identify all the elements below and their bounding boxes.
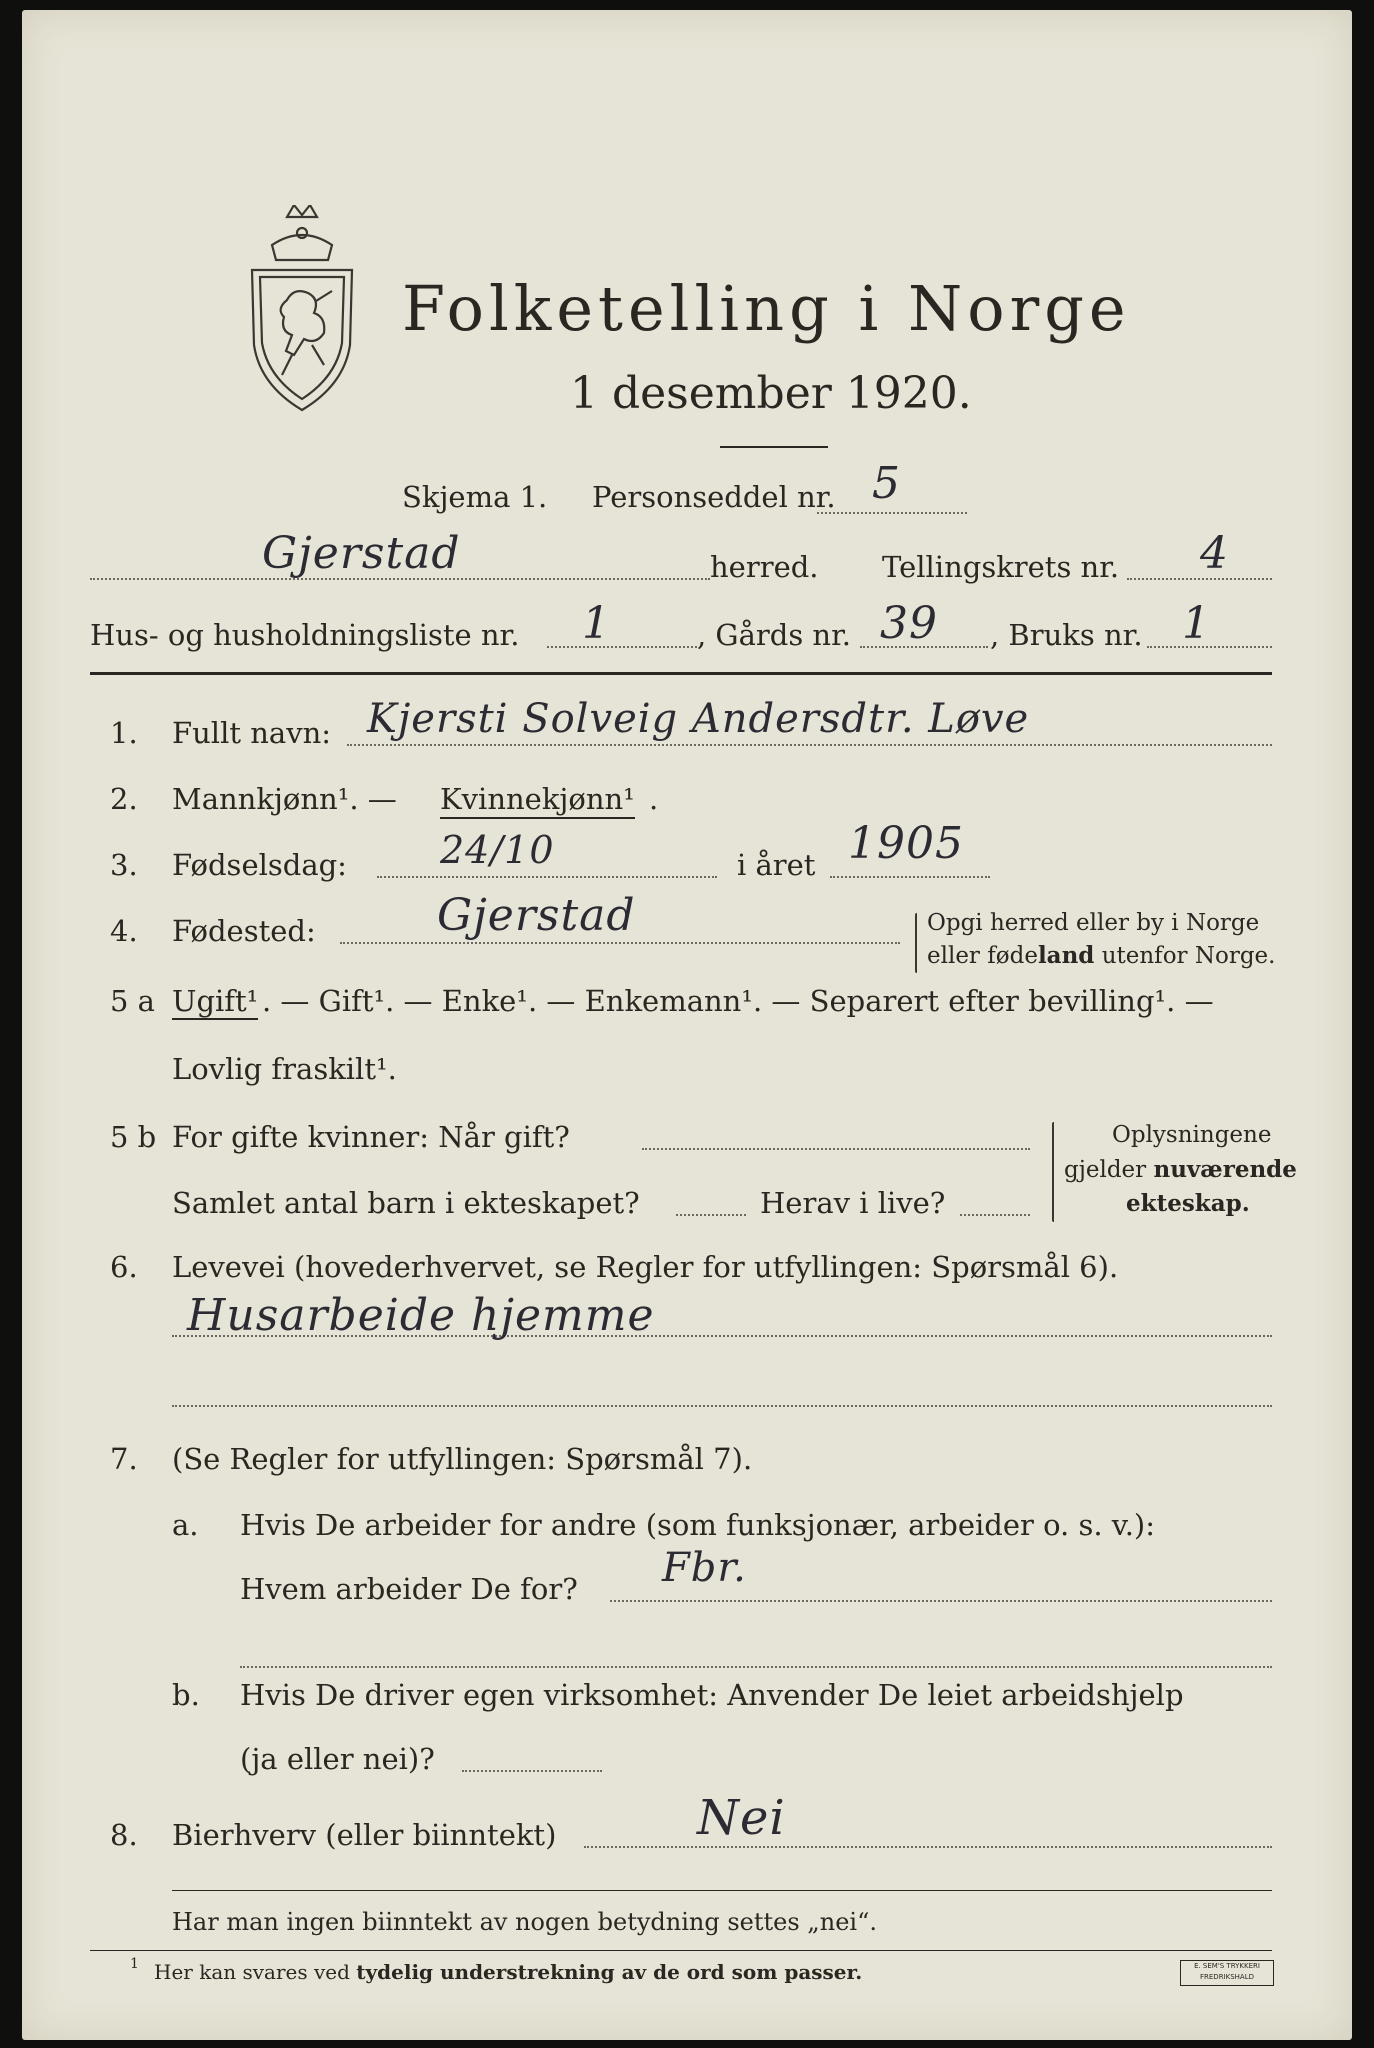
q7b-question: Hvis De driver egen virksomhet: Anvender De leiet arbeidshjelp [240,1678,1184,1712]
unmarried-option-underlined[interactable]: Ugift¹ [172,984,259,1018]
birthplace-value[interactable]: Gjerstad [437,890,636,941]
divorced-option[interactable]: Lovlig fraskilt¹. [172,1052,397,1086]
male-option[interactable]: Mannkjønn¹. — [172,782,397,816]
personseddel-label: Personseddel nr. [592,480,836,514]
tellingskrets-label: Tellingskrets nr. [882,550,1120,584]
husliste-label: Hus- og husholdningsliste nr. [90,618,520,652]
gards-label: , Gårds nr. [697,618,851,652]
norway-coat-of-arms-icon [232,205,372,415]
birthplace-note-1: Opgi herred eller by i Norge [927,910,1260,936]
q8-number: 8. [110,1818,138,1852]
married-women-label: For gifte kvinner: Når gift? [172,1120,570,1154]
marriage-note-2: gjelder nuværende [1064,1156,1297,1183]
census-date: 1 desember 1920. [570,368,972,419]
personseddel-value[interactable]: 5 [872,458,901,509]
herred-value[interactable]: Gjerstad [262,528,461,579]
q3-number: 3. [110,848,138,882]
q4-label: Fødested: [172,914,316,948]
full-name-value[interactable]: Kjersti Solveig Andersdtr. Løve [367,696,1030,742]
q8-label: Bierhverv (eller biinntekt) [172,1818,557,1852]
hired-help-label: (ja eller nei)? [240,1742,435,1776]
section-divider [90,672,1272,675]
q1-number: 1. [110,716,138,750]
marital-options[interactable]: . — Gift¹. — Enke¹. — Enkemann¹. — Separert efter bevilling¹. — [262,984,1214,1018]
children-alive-label: Herav i live? [760,1186,946,1220]
occupation-value[interactable]: Husarbeide hjemme [187,1290,655,1341]
employer-value[interactable]: Fbr. [662,1545,747,1591]
employer-label: Hvem arbeider De for? [240,1572,578,1606]
q5b-number: 5 b [110,1120,157,1154]
husliste-value[interactable]: 1 [582,598,611,649]
marriage-note-3: ekteskap. [1126,1190,1250,1217]
q7b-letter: b. [172,1678,200,1712]
q3-label: Fødselsdag: [172,848,347,882]
birthplace-note-2: eller fødeland utenfor Norge. [927,942,1276,969]
income-note: Har man ingen biinntekt av nogen betydning settes „nei“. [172,1908,877,1936]
bruks-value[interactable]: 1 [1182,598,1211,649]
tellingskrets-value[interactable]: 4 [1200,528,1229,579]
birth-year-value[interactable]: 1905 [848,818,964,869]
birth-date-value[interactable]: 24/10 [440,828,555,872]
q7-number: 7. [110,1442,138,1476]
gards-value[interactable]: 39 [880,598,938,649]
q7-label: (Se Regler for utfyllingen: Spørsmål 7). [172,1442,753,1476]
q2-period: . [649,782,659,816]
q2-number: 2. [110,782,138,816]
q7a-question: Hvis De arbeider for andre (som funksjonær, arbeider o. s. v.): [240,1508,1156,1542]
title-divider [720,446,828,448]
herred-label: herred. [710,550,819,584]
q7a-letter: a. [172,1508,199,1542]
marriage-note-1: Oplysningene [1112,1122,1272,1148]
q5a-number: 5 a [110,984,155,1018]
printer-mark: E. SEM'S TRYKKERI FREDRIKSHALD [1180,1960,1274,1986]
q6-label: Levevei (hovederhvervet, se Regler for utfyllingen: Spørsmål 6). [172,1250,1119,1284]
q6-number: 6. [110,1250,138,1284]
q1-label: Fullt navn: [172,716,332,750]
secondary-income-value[interactable]: Nei [697,1790,786,1846]
footnote-number: 1 [130,1956,139,1972]
schema-label: Skjema 1. [402,480,548,514]
year-label: i året [737,848,816,882]
form-title: Folketelling i Norge [402,272,1131,345]
bruks-label: , Bruks nr. [990,618,1143,652]
children-count-label: Samlet antal barn i ekteskapet? [172,1186,640,1220]
footnote-text: Her kan svares ved tydelig understrekning av de ord som passer. [154,1960,863,1984]
census-form [22,10,1352,2040]
q4-number: 4. [110,914,138,948]
female-option-underlined[interactable]: Kvinnekjønn¹ [440,782,635,819]
